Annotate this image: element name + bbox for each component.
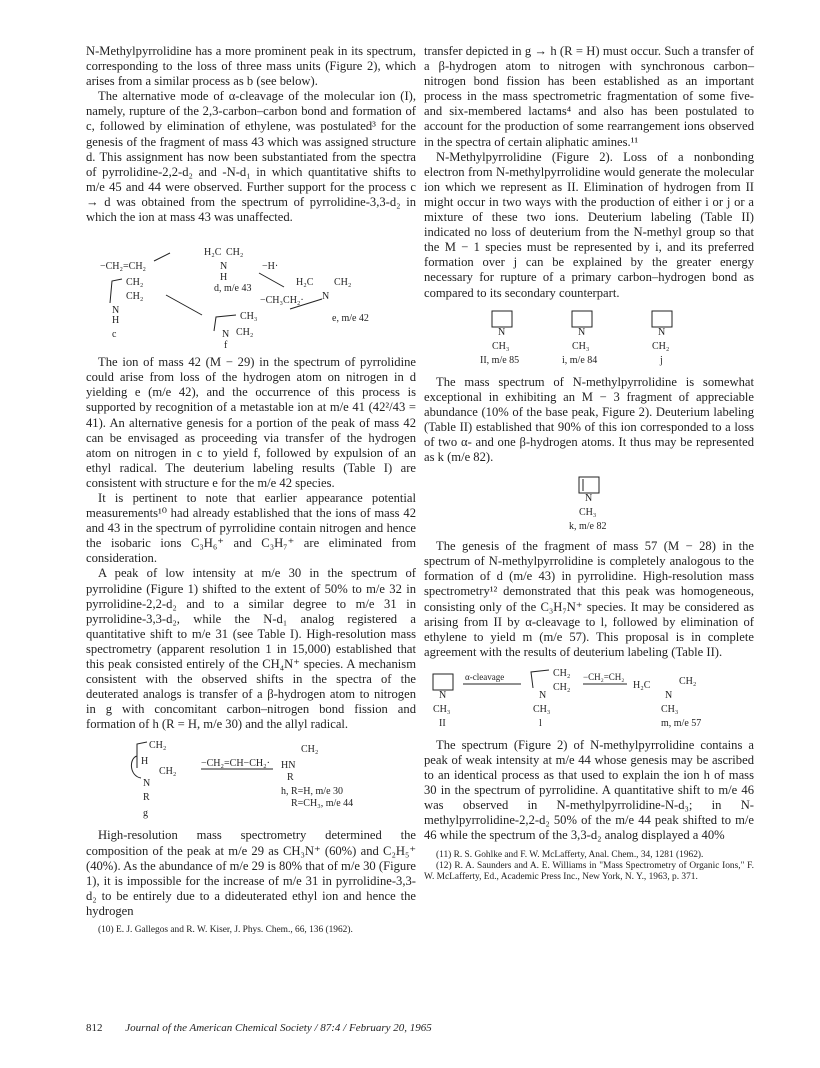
scheme-label: k, m/e 82 [569, 521, 607, 533]
scheme-label: −CH₂=CH₂ [100, 261, 147, 273]
scheme-label: N [112, 305, 120, 317]
scheme-n-methylpyrrolidine-ions [464, 307, 714, 369]
scheme-label: CH₃ [240, 311, 258, 323]
scheme-label: −CH₃CH₂· [260, 295, 304, 307]
scheme-label: R [287, 772, 294, 784]
scheme-label: CH₃ [433, 703, 451, 715]
scheme-label: R [143, 792, 150, 804]
scheme-label: f [224, 340, 228, 350]
footnote: (12) R. A. Saunders and A. E. Williams in "Mass Spectrometry of Organic Ions," F. W. McLafferty, Ed., Academic Press Inc., New York, N. Y., 1963, p. 371. [424, 860, 754, 882]
scheme-label: CH₂ [159, 766, 177, 778]
scheme-pyrrolidine-fragmentation [96, 231, 406, 349]
scheme-label: H [112, 315, 120, 327]
scheme-label: CH₂ [236, 327, 254, 339]
scheme-label: N [539, 689, 547, 701]
page-footer [86, 1022, 432, 1034]
paragraph: The spectrum (Figure 2) of N-methylpyrrolidine contains a peak of weak intensity at m/e 44 whose genesis may be ascribed to an identical process as that used to explain the ion h of mass 30 in the spectrum of pyrrolidine. A quantitative shift to m/e 46 was observed in N-methylpyrrolidine-N-d₃; in N-methylpyrrolidine-2,2-d₂ 50% of the m/e 44 peak shifted to m/e 46 while the spectrum of the 3,3-d₂ analog displayed a 40% [424, 737, 754, 843]
scheme-label: −CH₂=CH−CH₂· [201, 758, 270, 770]
scheme-label: H₂C [204, 247, 222, 259]
paragraph: High-resolution mass spectrometry determined the composition of the peak at m/e 29 as CH₃N⁺ (60%) and C₂H₅⁺ (40%). As the abundance of m/e 29 is 80% that of m/e 30 (Figure 1), it is impossible for the increase of m/e 31 in pyrrolidine-3,3-d₂ to be entirely due to a dideuterated ethyl ion and hence the hydrogen [86, 828, 416, 918]
scheme-label: CH₂ [553, 667, 571, 679]
scheme-label: CH₃ [492, 340, 510, 352]
scheme-label: CH₂ [149, 740, 167, 752]
scheme-label: −H· [262, 261, 279, 273]
scheme-label: H₂C [296, 277, 314, 289]
scheme-label: CH₂ [553, 681, 571, 693]
scheme-label: CH₂ [226, 247, 244, 259]
paragraph: The mass spectrum of N-methylpyrrolidine is somewhat exceptional in exhibiting an M − 3 fragment of appreciable abundance (10% of the base peak, Figure 2). Deuterium labeling (Table II) established that 90% of this ion corresponded to a loss of two α- and one β-hydrogen atoms. It thus may be represented as k (m/e 82). [424, 374, 754, 465]
scheme-label: N [585, 493, 593, 505]
page-number: 812 [86, 1022, 103, 1034]
scheme-label: CH₂ [652, 340, 670, 352]
scheme-label: N [658, 326, 666, 338]
scheme-label: α-cleavage [465, 671, 505, 682]
scheme-label: N [665, 689, 673, 701]
paragraph: N-Methylpyrrolidine (Figure 2). Loss of a nonbonding electron from N-methylpyrrolidine would generate the molecular ion which we represent as II. Elimination of hydrogen from II might occur in two ways with the production of either i or j or a mixture of these two ions. Deuterium labeling (Table II) indicated no loss of deuterium from the N-methyl group so that the M − 1 species must be represented by i, and its preferred formation over j can be explained by the greater energy necessary for rupture of a primary carbon–hydrogen bond as compared to its secondary counterpart. [424, 149, 754, 300]
scheme-label: H₂C [633, 679, 651, 691]
scheme-hydrogen-transfer [101, 738, 401, 822]
scheme-label: CH₃ [661, 703, 679, 715]
paragraph: The genesis of the fragment of mass 57 (M − 28) in the spectrum of N-methylpyrrolidine is completely analogous to the formation of d (m/e 43) in pyrrolidine. High-resolution mass spectrometry¹² demonstrated that this peak was homogeneous, consisting only of the C₃H₇N⁺ species. It may be considered as arising from II by α-cleavage to l, followed by elimination of ethylene to yield m (m/e 57). This proposal is in complete agreement with the results of deuterium labeling (Table II). [424, 539, 754, 659]
scheme-label: CH₂ [301, 744, 319, 756]
scheme-label: d, m/e 43 [214, 283, 252, 295]
paragraph: The alternative mode of α-cleavage of the molecular ion (I), namely, rupture of the 2,3-carbon–carbon bond and formation of c, followed by elimination of ethylene, was postulated³ for the genesis of the fragment of mass 43 which was assigned structure d. This assignment has now been substantiated from the spectra of pyrrolidine-2,2-d₂ and -N-d₁ in which quantitative shifts to m/e 45 and 44 were observed. Further support for the process c → d was obtained from the spectrum of pyrrolidine-3,3-d₂ in which the ion at mass 43 was unaffected. [86, 89, 416, 225]
scheme-label: CH₂ [126, 291, 144, 303]
journal-citation: Journal of the American Chemical Society / 87:4 / February 20, 1965 [125, 1022, 432, 1034]
scheme-label: CH₃ [572, 340, 590, 352]
scheme-label: N [498, 326, 506, 338]
scheme-label: e, m/e 42 [332, 313, 369, 325]
scheme-label: N [578, 326, 586, 338]
scheme-label: H [220, 272, 228, 284]
scheme-ion-k [529, 471, 649, 533]
paragraph: N-Methylpyrrolidine has a more prominent peak in its spectrum, corresponding to the loss of three mass units (Figure 2), which arises from a similar process as b (see below). [86, 44, 416, 89]
scheme-label: N [222, 329, 230, 341]
scheme-label: CH₃ [579, 507, 597, 519]
scheme-label: i, m/e 84 [562, 354, 598, 366]
scheme-label: l [539, 717, 542, 729]
left-column [86, 44, 416, 936]
scheme-label: N [143, 778, 151, 790]
paragraph: transfer depicted in g → h (R = H) must occur. Such a transfer of a β-hydrogen atom to nitrogen with synchronous carbon–nitrogen bond fission has been established as an important process in the mass spectrometric fragmentation of some five- and six-membered lactams⁴ and also has been postulated to account for the production of some rearrangement ions observed in the spectra of certain aliphatic amines.¹¹ [424, 44, 754, 149]
scheme-label: g [143, 808, 148, 820]
scheme-label: CH₂ [679, 675, 697, 687]
scheme-label: HN [281, 760, 296, 772]
scheme-label: N [439, 689, 447, 701]
scheme-label: N [322, 291, 330, 303]
scheme-label: CH₃ [533, 703, 551, 715]
scheme-label: h, R=H, m/e 30 [281, 786, 344, 798]
scheme-label: j [660, 354, 663, 366]
scheme-label: −CH₂=CH₂ [583, 671, 625, 682]
footnote: (10) E. J. Gallegos and R. W. Kiser, J. Phys. Chem., 66, 136 (1962). [98, 925, 353, 936]
scheme-alpha-cleavage [429, 666, 749, 732]
paragraph: A peak of low intensity at m/e 30 in the spectrum of pyrrolidine (Figure 1) shifted to the extent of 50% to m/e 32 in pyrrolidine-2,2-d₂ and to a similar degree to m/e 31 in pyrrolidine-3,3-d₂, while the N-d₁ analog registered a quantitative shift to m/e 31 (see Table I). High-resolution mass spectrometry (apparent resolution 1 in 15,000) established that this peak consisted entirely of the CH₄N⁺ species. A mechanism consistent with the observed shifts in the spectra of the deuterated analogs is transfer of a β-hydrogen atom to nitrogen in g with concomitant carbon–nitrogen bond fission and formation of h (R = H, m/e 30) and the allyl radical. [86, 566, 416, 732]
scheme-label: N [220, 261, 228, 273]
paragraph: It is pertinent to note that earlier appearance potential measurements¹⁰ had already established that the ions of mass 42 and 43 in the spectrum of pyrrolidine contain nitrogen and hence the isobaric ions C₃H₆⁺ and C₃H₇⁺ are eliminated from consideration. [86, 490, 416, 566]
scheme-label: CH₂ [126, 277, 144, 289]
scheme-label: m, m/e 57 [661, 717, 702, 729]
paragraph: The ion of mass 42 (M − 29) in the spectrum of pyrrolidine could arise from loss of the hydrogen atom on nitrogen in d yielding e (m/e 42), and the occurrence of this process is supported by recognition of a metastable ion at m/e 41 (42²/43 = 41). An alternative genesis for a portion of the peak of mass 42 can be envisaged as proceeding via transfer of the hydrogen atom on nitrogen in c to yield f, followed by expulsion of an ethyl radical. The deuterium labeling results (Table I) are consistent with structure e for the m/e 42 species. [86, 355, 416, 490]
scheme-label: c [112, 329, 117, 341]
right-column [424, 44, 754, 883]
scheme-label: CH₂ [334, 277, 352, 289]
scheme-label: II [439, 717, 446, 729]
scheme-label: H [141, 756, 149, 768]
scheme-label: R=CH₃, m/e 44 [291, 798, 354, 810]
footnote: (11) R. S. Gohlke and F. W. McLafferty, Anal. Chem., 34, 1281 (1962). [436, 849, 704, 860]
scheme-label: II, m/e 85 [480, 354, 520, 366]
